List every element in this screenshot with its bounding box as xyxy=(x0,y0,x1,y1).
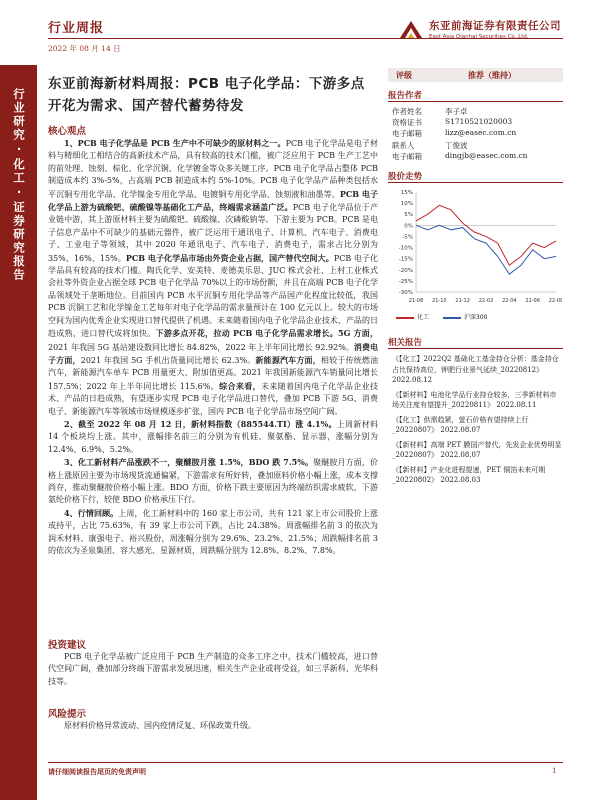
risk-body xyxy=(48,720,378,732)
related-report-date: 2022.08.03 xyxy=(440,476,481,484)
info-row xyxy=(392,128,516,139)
y-tick-label: -25% xyxy=(398,278,413,285)
related-report-date: 2022.08.12 xyxy=(392,376,433,384)
x-tick-label: 21-08 xyxy=(408,298,424,304)
related-report-date: 2022.08.07 xyxy=(440,426,481,434)
related-report-date: 2022.08.11 xyxy=(496,401,537,409)
series-line-1 xyxy=(416,205,556,265)
legend-swatch-2 xyxy=(443,317,461,319)
core-paragraph-2 xyxy=(48,418,378,456)
p3-lead: 3、化工新材料产品涨跌不一，聚醚胺月涨 1.5%，BDO 跌 7.5%。 xyxy=(64,457,314,468)
core-paragraph-1 xyxy=(48,137,378,418)
legend-swatch-1 xyxy=(396,317,414,319)
x-tick-label: 22-02 xyxy=(478,298,494,304)
email-link[interactable]: dingjb@easec.com.cn xyxy=(445,151,528,160)
p1e-lead: 5G 方面， xyxy=(338,328,379,339)
p1d-lead: 下游多点开花，拉动 PCB 电子化学品需求增长。 xyxy=(155,328,338,339)
series-line-2 xyxy=(416,225,556,274)
disclaimer-note: 请仔细阅读报告尾页的免责声明 xyxy=(48,768,146,776)
info-value: 李子卓 xyxy=(445,107,468,116)
p1-lead: 1、PCB 电子化学品是 PCB 生产中不可缺少的原材料之一。 xyxy=(64,138,286,148)
related-report-title[interactable]: 《【化工】供需趋紧，萤石价格有望持续上行_20220807》 xyxy=(392,415,529,434)
p1f-lead: 消费电子方面， xyxy=(48,341,379,365)
risk-heading: 风险提示 xyxy=(48,709,87,720)
y-tick-label: -15% xyxy=(398,256,413,263)
core-views-heading: 核心观点 xyxy=(48,126,87,137)
footer-divider xyxy=(48,762,563,763)
rating-bar xyxy=(388,68,563,82)
p2-text: 上周新材料 14 个板块均上涨。其中，涨幅排名前三的分别为有机硅、聚氨酯、显示器，涨幅分别为 12.4%、6.9%、5.2%。 xyxy=(48,419,378,454)
y-tick-label: -30% xyxy=(398,290,413,296)
p1b-text: PCB 电子化学品位于产业链中游，其上游原材料主要为硫酸钯、硫酸镍、次磷酸钠等。下游主要为 PCB。PCB 是电子信息产品中不可缺少的基础元器件，被广泛运用于通讯电子、计算机、汽车电子、消费电子、工业电子等领域，其中 2020 年通讯电子、汽车电子、消费电子，需求占比分别为 35%、16%、15%。 xyxy=(48,203,378,263)
info-row xyxy=(392,140,468,151)
related-report-item[interactable] xyxy=(392,465,562,486)
investment-advice-heading: 投资建议 xyxy=(48,640,87,651)
legend-item-1 xyxy=(396,312,429,321)
related-report-title[interactable]: 《【新材料】电池化学品行业持仓较多，三季新材料市场关注度有望提升_20220811》 xyxy=(392,390,557,409)
p1f-text: 2021 年我国 5G 手机出货量同比增长 62.3%。 xyxy=(80,355,256,365)
x-tick-label: 21-12 xyxy=(455,298,470,304)
related-report-item[interactable] xyxy=(392,354,562,386)
info-row xyxy=(392,106,468,117)
p1e-text: 2021 年我国 5G 基站建设数同比增长 84.82%，2022 年上半年同比增长 92.92%。 xyxy=(48,342,354,352)
risk-text: 原材料价格异常波动、国内疫情反复、环保政策升级。 xyxy=(64,721,256,730)
investment-advice-text: PCB 电子化学品被广泛应用于 PCB 生产制造的众多工序之中，技术门槛较高，进口替代空间广阔，叠加部分终端下游需求发展迅速，相关生产企业或将受益，如三孚新科、光华科技等。 xyxy=(48,652,378,686)
y-tick-label: 5% xyxy=(404,212,413,219)
legend-label-2: 沪深300 xyxy=(464,314,488,321)
y-tick-label: 15% xyxy=(400,190,413,196)
core-views-body xyxy=(48,137,378,557)
p1h-text: 未来随着国内电子化学品企业技术、产品的日趋成熟，有望逐步实现 PCB 电子化学品进口替代，叠加 PCB 下游 5G、消费电子、新能源汽车等领域市场规模逐步扩张，国内 PCB 电子化学品市场空间广阔。 xyxy=(48,381,379,416)
investment-advice-body xyxy=(48,651,378,688)
info-key: 电子邮箱 xyxy=(392,129,422,138)
related-report-title[interactable]: 《【新材料】产业化进程提速，PET 铜箔未来可期_20220802》 xyxy=(392,465,546,484)
rating-label: 评级 xyxy=(396,70,412,80)
email-link[interactable]: lizz@easec.com.cn xyxy=(445,128,517,137)
info-row xyxy=(392,151,527,162)
y-tick-label: -20% xyxy=(398,267,413,274)
x-tick-label: 22-04 xyxy=(502,298,517,304)
p4-text: 上周，化工新材料中的 160 家上市公司，共有 121 家上市公司股价上涨或持平，占比 75.63%，有 39 家上市公司下跌，占比 24.38%。周涨幅排名前 3 的依次为润禾材料、康强电子、裕兴股份，周涨幅分别为 29.6%、23.2%、21.5%；周跌幅排名前 3 的依次为圣泉集团、容大感光、星源材质，周跌幅分别为 12.8%、8.2%、7.8%。 xyxy=(48,508,378,555)
legend-item-2 xyxy=(443,312,487,321)
p1h-lead: 综合来看， xyxy=(219,380,262,391)
related-report-title[interactable]: 《【化工】2022Q2 基础化工基金持仓分析：基金持仓占比保持高位，钾肥行业景气延续_20220812》 xyxy=(392,355,559,374)
x-tick-label: 22-06 xyxy=(525,298,540,304)
y-tick-label: -10% xyxy=(398,245,413,252)
p2-lead: 2、截至 2022 年 08 月 12 日，新材料指数（885544.TI）涨 4.1%。 xyxy=(64,418,337,429)
info-key: 联系人 xyxy=(392,141,415,150)
legend-label-1: 化工 xyxy=(417,314,430,321)
page-number: 1 xyxy=(552,767,557,775)
report-date: 2022 年 08 月 14 日 xyxy=(48,44,121,53)
p1c-text: PCB 电子化学品具有较高的技术门槛。陶氏化学、安美特、麦德美乐思、JUC 株式会社、上村工业株式会社等外资企业占据全球 PCB 电子化学品 70%以上的市场份额，并且在高端 PCB 电子化学品领域处于垄断地位。目前国内 PCB 水平沉铜专用化学品等产品国产化程度比较低，我国 PCB 沉铜工艺和化学镍金工艺每年对电子化学品的需求量预计在 100 亿元以上。较大的市场空间为国内优秀企业实现进口替代提供了机遇。未来随着国内电子化学品企业技术、产品的日趋成熟，进口替代成将加快。 xyxy=(48,253,378,339)
p3-text: 聚醚胺月方面，价格上涨原因主要为市场现货流通偏紧，下游需求有所好转，叠加原料价格小幅上涨，成本支撑尚存，推动聚醚胺价格小幅上涨。BDO 方面，价格下跌主要原因为终端纺织需求疲软，下游氨纶价格下行，较使 BDO 价格承压下行。 xyxy=(48,458,378,505)
rating-value: 推荐（维持） xyxy=(468,70,516,80)
info-key: 资格证书 xyxy=(392,118,422,127)
chart-legend xyxy=(396,312,487,321)
p4-lead: 4、行情回顾。 xyxy=(64,507,119,518)
related-reports-list xyxy=(392,354,562,490)
info-value: S1710521020003 xyxy=(445,117,513,126)
related-report-date: 2022.08.07 xyxy=(440,451,481,459)
related-report-item[interactable] xyxy=(392,390,562,411)
report-type: 行业周报 xyxy=(48,21,105,36)
p1g-lead: 新能源汽车方面， xyxy=(255,354,321,365)
logo-name-en: East Asia Qianhai Securities Co.,Ltd. xyxy=(429,34,529,40)
p1c-lead: PCB 电子化学品市场由外资企业占据，国产替代空间大。 xyxy=(125,252,334,263)
info-key: 电子邮箱 xyxy=(392,152,422,161)
logo-name-cn: 东亚前海证券有限责任公司 xyxy=(429,20,561,32)
p1-text: PCB 电子化学品是电子材料与精细化工相结合的高新技术产品，具有较高的技术门槛，被广泛应用于 PCB 生产工艺中的前处理、蚀刻、棕化、化学沉铜、化学镀金等众多关键工序。PCB 电子化学品占整体 PCB 制造成本约 3%-5%，占高端 PCB 制造成本约 5%-10%。PCB 电子化学品产品种类包括水平沉铜专用化学品、化学镍金专用化学品、电镀铜专用化学品、蚀刻液和油墨等。 xyxy=(48,139,378,199)
core-paragraph-4 xyxy=(48,507,378,558)
info-row xyxy=(392,117,512,128)
author-heading: 报告作者 xyxy=(388,89,563,102)
core-paragraph-3 xyxy=(48,456,378,507)
price-trend-heading: 股价走势 xyxy=(388,170,563,183)
info-key: 作者姓名 xyxy=(392,107,422,116)
related-report-item[interactable] xyxy=(392,415,562,436)
y-tick-label: -5% xyxy=(402,234,413,241)
price-trend-chart xyxy=(390,188,562,308)
info-value: 丁俊波 xyxy=(445,141,468,150)
related-report-item[interactable] xyxy=(392,440,562,461)
related-report-title[interactable]: 《【新材料】高端 PET 膜国产替代，先发企业优势明显_20220807》 xyxy=(392,440,562,459)
p1g-text: 相较于传统燃油汽车，新能源汽车单车 PCB 用量更大、附加值更高。2021 年我国新能源汽车销量同比增长 157.5%；2022 年上半年同比增长 115.6%。 xyxy=(48,355,379,391)
y-tick-label: 10% xyxy=(400,201,413,208)
related-reports-heading: 相关报告 xyxy=(388,336,563,349)
x-tick-label: 22-08 xyxy=(548,298,562,304)
report-title: 东亚前海新材料周报：PCB 电子化学品：下游多点开花为需求、国产替代蓄势待发 xyxy=(48,76,365,114)
p1b-lead: PCB 电子化学品上游为硫酸钯、硫酸镍等基础化工产品，终端需求涵盖广泛。 xyxy=(48,188,379,213)
logo-icon xyxy=(398,18,424,40)
category-label: 行业研究·化工·证券研究报告 xyxy=(12,88,26,282)
chart-svg xyxy=(390,188,562,308)
y-tick-label: 0% xyxy=(404,223,413,230)
company-logo xyxy=(398,18,561,40)
x-tick-label: 21-10 xyxy=(432,298,447,304)
